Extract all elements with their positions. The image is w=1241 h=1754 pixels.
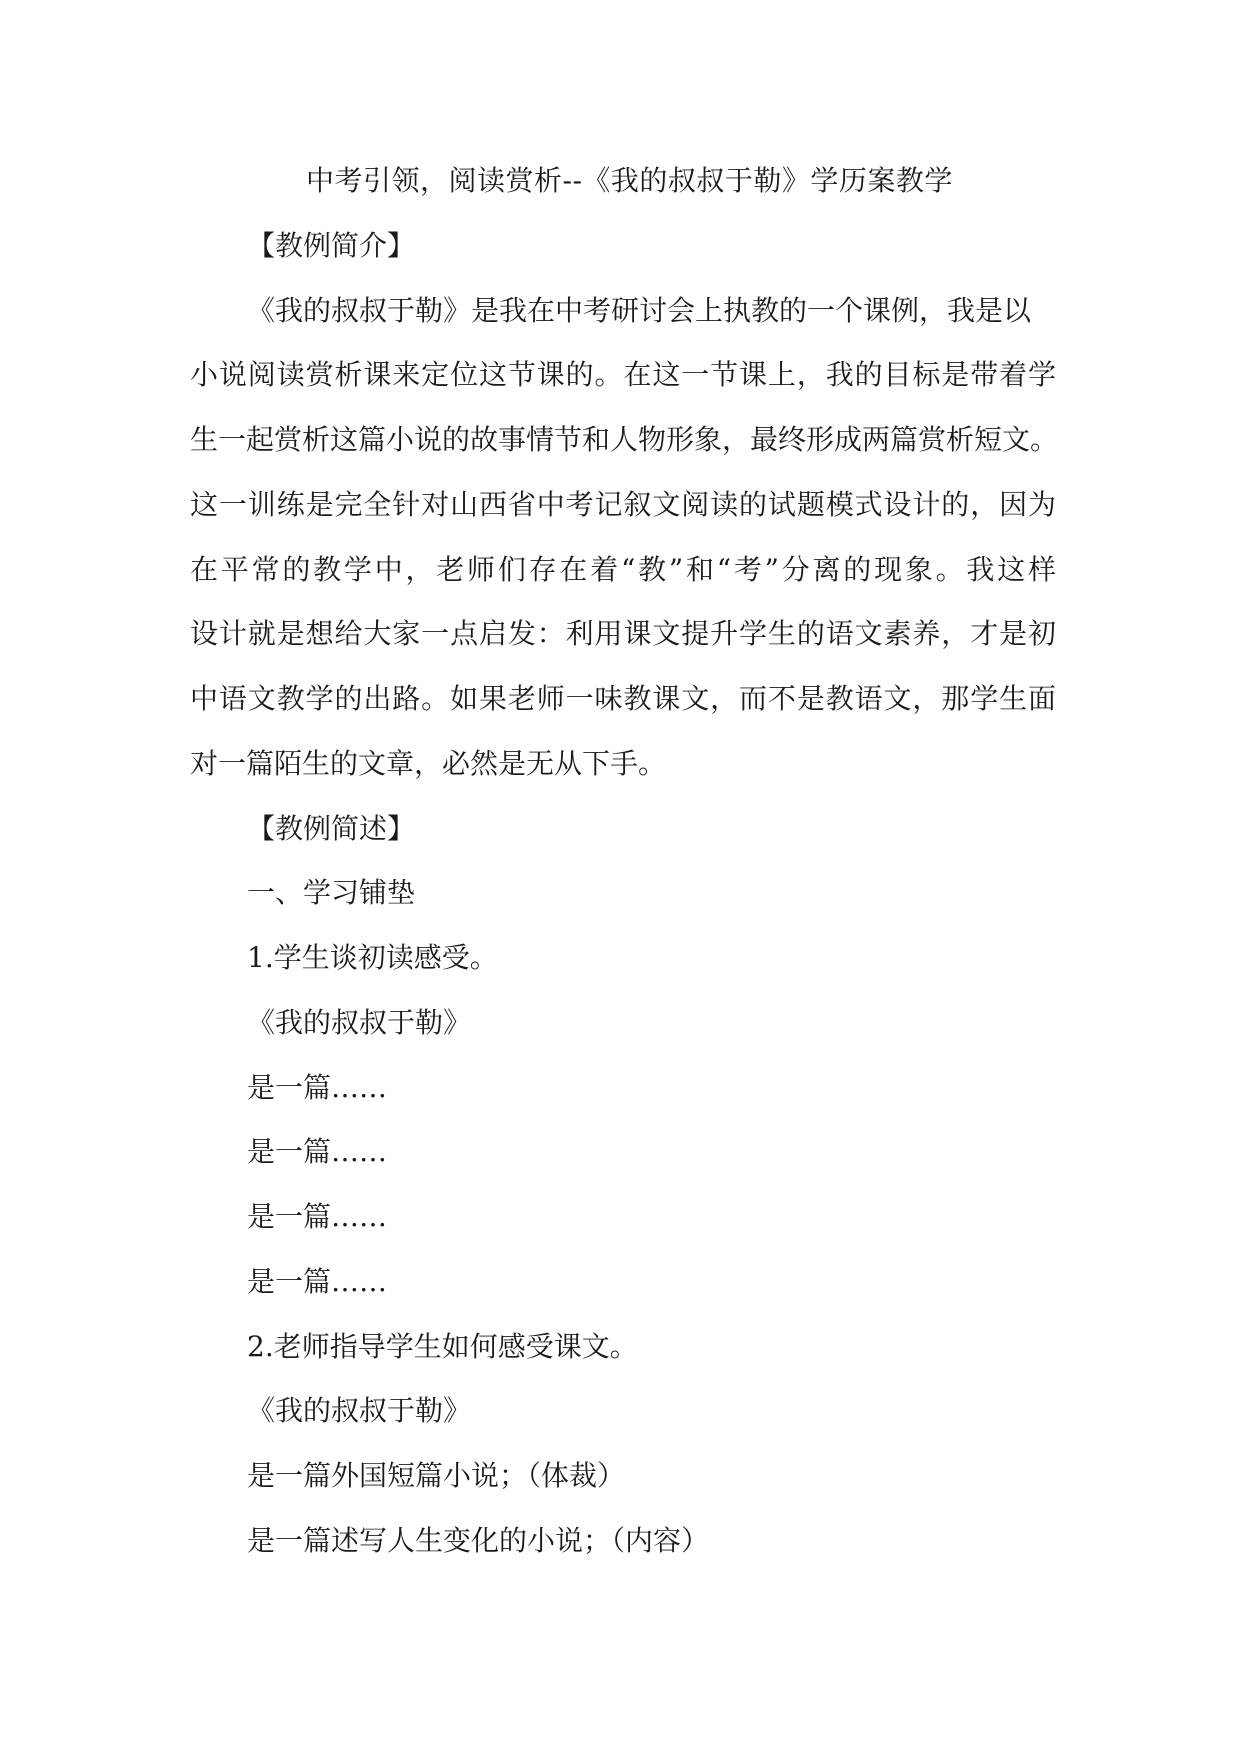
list-item-heading: 2.老师指导学生如何感受课文。 — [247, 1330, 638, 1363]
document-title: 中考引领，阅读赏析--《我的叔叔于勒》学历案教学 — [306, 164, 953, 197]
section-heading-intro: 【教例简介】 — [247, 229, 416, 262]
intro-paragraph-line: 设计就是想给大家一点启发：利用课文提升学生的语文素养，才是初 — [190, 617, 1056, 650]
list-item-line: 是一篇…… — [247, 1265, 388, 1298]
intro-paragraph-line: 小说阅读赏析课来定位这节课的。在这一节课上，我的目标是带着学 — [190, 358, 1056, 391]
list-item-line: 是一篇…… — [247, 1071, 388, 1104]
part-heading: 一、学习铺垫 — [247, 876, 416, 909]
intro-paragraph-line: 这一训练是完全针对山西省中考记叙文阅读的试题模式设计的，因为 — [190, 488, 1056, 521]
list-item-line: 是一篇…… — [247, 1135, 388, 1168]
intro-paragraph-line: 在平常的教学中，老师们存在着“教”和“考”分离的现象。我这样 — [190, 553, 1056, 586]
list-item-heading: 1.学生谈初读感受。 — [247, 941, 498, 974]
list-item-line: 是一篇…… — [247, 1200, 388, 1233]
intro-paragraph-line: 对一篇陌生的文章，必然是无从下手。 — [190, 747, 667, 780]
intro-paragraph-line: 《我的叔叔于勒》是我在中考研讨会上执教的一个课例，我是以 — [247, 294, 1032, 327]
intro-paragraph-line: 中语文教学的出路。如果老师一味教课文，而不是教语文，那学生面 — [190, 682, 1056, 715]
list-item-line: 是一篇述写人生变化的小说；（内容） — [247, 1524, 710, 1557]
list-item-line: 《我的叔叔于勒》 — [247, 1006, 472, 1039]
section-heading-summary: 【教例简述】 — [247, 812, 416, 845]
intro-paragraph-line: 生一起赏析这篇小说的故事情节和人物形象，最终形成两篇赏析短文。 — [190, 423, 1059, 456]
list-item-line: 《我的叔叔于勒》 — [247, 1394, 472, 1427]
list-item-line: 是一篇外国短篇小说；（体裁） — [247, 1459, 626, 1492]
